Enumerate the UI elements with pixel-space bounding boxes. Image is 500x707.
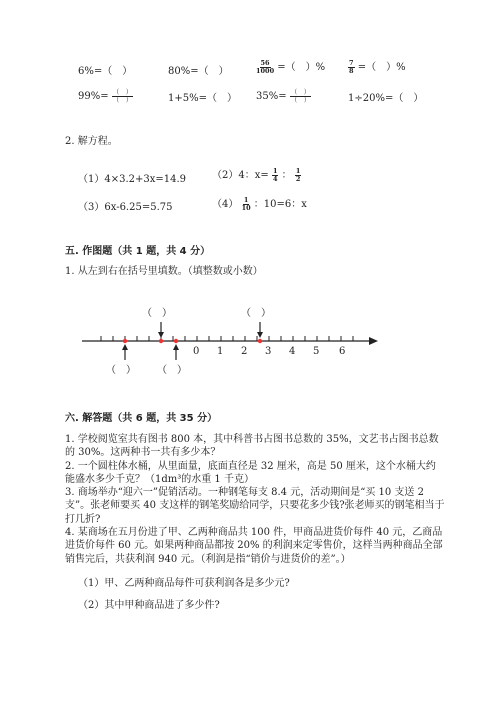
equation-3: （3）6x-6.25=5.75 [78, 202, 173, 213]
tick-label: 2 [241, 346, 248, 357]
question-text: 1. 从左到右在括号里填数。（填整数或小数） [65, 266, 263, 277]
conv-item-5: 99%= $\frac{( )}{( )}$ [78, 88, 133, 104]
conv-item-8: 1÷20%=（ ） [348, 93, 424, 104]
tick-label: 3 [265, 346, 272, 357]
up-arrow-head-icon [173, 344, 179, 350]
tick-marks [101, 336, 353, 341]
fraction: $\frac{1}{10}$ [241, 196, 251, 212]
tick-label: 4 [289, 346, 296, 357]
problem-3: 3. 商场举办“迎六一”促销活动。一种钢笔每支 8.4 元，活动期间是“买 10 支送 2 支”。张老师要买 40 支这样的钢笔奖励给同学，只要花多少钱?张老师买的钢笔相当于打几折? [65, 487, 445, 525]
word-problems [65, 433, 445, 566]
arrow-head-icon [369, 337, 378, 345]
point-marker [174, 339, 178, 343]
answer-blank[interactable]: （ ） [241, 308, 271, 319]
answer-blank[interactable]: （ ） [157, 365, 187, 376]
fraction-blank: $\frac{( )}{( )}$ [112, 88, 133, 104]
conv-item-7: 35%= $\frac{( )}{( )}$ [256, 88, 311, 104]
equation-4: （4） $\frac{1}{10}$ ：10=6：x [212, 196, 307, 212]
tick-label: 0 [193, 346, 200, 357]
up-arrow-head-icon [122, 344, 128, 350]
conv-item-2: 80%=（ ） [168, 66, 229, 77]
tick-label: 6 [339, 346, 346, 357]
conv-item-6: 1+5%=（ ） [168, 93, 237, 104]
fraction-blank: $\frac{( )}{( )}$ [290, 88, 311, 104]
sub-question-1: （1）甲、乙两种商品每件可获利润各是多少元? [78, 578, 290, 589]
conv-item-3: $\frac{56}{1000}$ =（ ）% [256, 59, 326, 75]
equation-2: （2）4：x= $\frac{1}{4}$ ： $\frac{1}{2}$ [212, 167, 301, 183]
fraction: $\frac{1}{2}$ [295, 167, 301, 183]
fraction: $\frac{56}{1000}$ [256, 59, 275, 75]
question-title: 2. 解方程。 [65, 136, 118, 147]
answer-blank[interactable]: （ ） [106, 365, 136, 376]
problem-2: 2. 一个圆柱体水桶，从里面量，底面直径是 32 厘米，高是 50 厘米，这个水桶大约能盛水多少千克？（1dm³的水重 1 千克） [65, 460, 436, 485]
down-arrow-head-icon [158, 332, 164, 338]
conv-item-1: 6%=（ ） [78, 66, 133, 77]
point-marker [258, 339, 262, 343]
point-marker [123, 339, 127, 343]
section-title-6: 六. 解答题（共 6 题，共 35 分） [65, 413, 218, 424]
point-marker [159, 339, 163, 343]
tick-label: 5 [313, 346, 320, 357]
conv-item-4: $\frac{7}{8}$ =（ ）% [349, 59, 406, 75]
down-arrow-head-icon [257, 332, 263, 338]
answer-blank[interactable]: （ ） [142, 308, 172, 319]
fraction: $\frac{1}{4}$ [272, 167, 278, 183]
problem-4: 4. 某商场在五月份进了甲、乙两种商品共 100 件，甲商品进货价每件 40 元，乙商品进货价每件 60 元。如果两种商品都按 20% 的利润来定零售价，这样当两种商品全部销售完后，共获利润 940 元。（利润是指“销价与进货价的差”。） [65, 527, 443, 565]
equation-1: （1）4×3.2+3x=14.9 [78, 174, 187, 185]
problem-1: 1. 学校阅览室共有图书 800 本，其中科普书占图书总数的 35%，文艺书占图书总数的 30%。这两种书一共有多少本？ [65, 434, 439, 459]
tick-label: 1 [217, 346, 224, 357]
section-title-5: 五. 作图题（共 1 题，共 4 分） [65, 246, 211, 257]
fraction: $\frac{7}{8}$ [349, 59, 354, 75]
sub-question-2: （2）其中甲种商品进了多少件? [78, 600, 220, 611]
